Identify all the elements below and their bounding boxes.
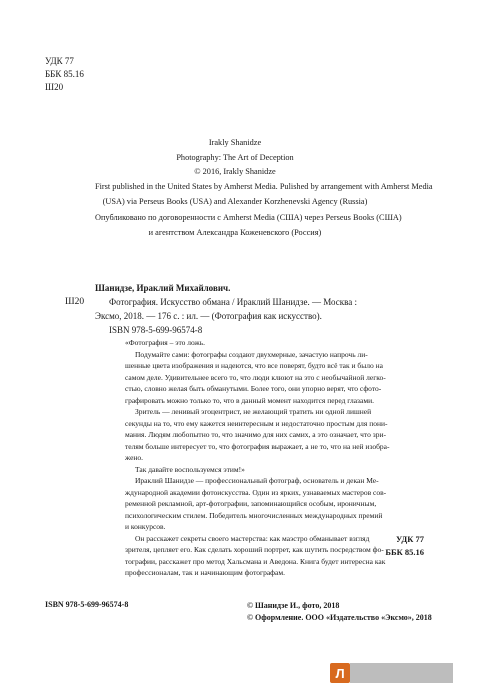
record-line-2: Эксмо, 2018. — 176 с. : ил. — (Фотография как искусство). — [95, 311, 322, 321]
publisher-logo-icon — [330, 663, 350, 683]
annotation-line: тографии, расскажет про метод Хальсмана и Аведона. Книга будет интересна как — [125, 556, 386, 566]
bottom-classification — [385, 533, 424, 559]
library-code: Ш20 — [65, 297, 85, 307]
annotation-line: и конкурсов. — [125, 522, 166, 531]
original-credits — [95, 136, 433, 210]
copyright-design: © Оформление. ООО «Издательство «Эксмо», 2018 — [247, 613, 432, 622]
annotation-line: Подумайте сами: фотографы создают двухмерные, зачастую напрочь ли- — [135, 349, 368, 359]
title-en: Photography: The Art of Deception — [176, 152, 294, 162]
annotation — [125, 337, 425, 579]
copyright-photo: © Шанидзе И., фото, 2018 — [247, 601, 340, 610]
bbk-code-bottom: ББК 85.16 — [385, 547, 424, 557]
first-published-line-2: (USA) via Perseus Books (USA) and Alexander Korzhenevski Agency (Russia) — [102, 196, 368, 206]
annotation-line: ременной рекламной, арт-фотографии, запоминающийся особым, ироничным, — [125, 499, 377, 508]
udk-code-bottom: УДК 77 — [395, 534, 424, 544]
classification-block — [45, 55, 84, 94]
first-published-line-1: First published in the United States by Amherst Media. Pulished by arrangement with Amherst Media — [95, 182, 433, 192]
brand-bar — [350, 663, 453, 683]
annotation-line: Зритель — ленивый эгоцентрист, не желающий тратить ни одной лишней — [135, 407, 372, 416]
author-en: Irakly Shanidze — [208, 138, 262, 147]
annotation-line: телям больше интересует то, что фотография выражает, а не то, что на ней изобра- — [125, 441, 390, 451]
annotation-line: профессионалам, так и начинающим фотографам. — [125, 568, 285, 577]
publication-agreement-ru — [95, 211, 402, 240]
logo-letter: Л — [335, 665, 345, 681]
publication-line-2: и агентством Александра Коженевского (Россия) — [148, 227, 322, 237]
footer-isbn: ISBN 978-5-699-96574-8 — [45, 600, 129, 609]
publication-line-1: Опубликовано по договоренности с Amherst Media (США) через Perseus Books (США) — [95, 213, 402, 222]
annotation-line: графировать можно только то, что в данный момент находится перед глазами. — [125, 395, 374, 405]
annotation-line: зрителя, цепляет его. Как сделать хороший портрет, как шутить посредством фо- — [125, 545, 384, 554]
annotation-line: секунды на то, что ему кажется неинтересным и недостаточно простым для пони- — [125, 418, 388, 428]
annotation-line: Так давайте воспользуемся этим!» — [135, 464, 245, 474]
library-record — [65, 281, 425, 337]
footer-copyrights — [247, 600, 432, 624]
record-isbn: ISBN 978-5-699-96574-8 — [109, 325, 203, 335]
annotation-line: Ираклий Шанидзе — профессиональный фотограф, основатель и декан Ме- — [135, 476, 379, 485]
annotation-line: жено. — [125, 453, 144, 462]
author-mark: Ш20 — [45, 82, 64, 92]
record-line-1: Фотография. Искусство обмана / Ираклий Шанидзе. — Москва : — [109, 297, 357, 307]
annotation-line: Он расскажет секреты своего мастерства: как маэстро обманывает взгляд — [135, 533, 370, 543]
annotation-line: самом деле. Удивительнее всего то, что люди клюют на это с необычайной легко- — [125, 372, 386, 382]
annotation-line: мания. Людям любопытно то, что значимо для них самих, а это означает, что зри- — [125, 430, 386, 439]
annotation-line: психологическим стилем. Победитель многочисленных международных премий — [125, 510, 383, 520]
annotation-line: ждународной академии фотоискусства. Один из ярких, узнаваемых мастеров сов- — [125, 487, 387, 497]
record-author: Шанидзе, Ираклий Михайлович. — [95, 283, 231, 293]
annotation-line: стью, словно желая быть обманутыми. Более того, они упорно верят, что сфото- — [125, 384, 382, 393]
copyright-en: © 2016, Irakly Shanidze — [194, 167, 276, 177]
annotation-line: шенные цвета изображения и надеются, что все поверят, будто всё так и было на — [125, 361, 383, 370]
bbk-code: ББК 85.16 — [45, 69, 84, 79]
udk-code: УДК 77 — [45, 56, 74, 66]
annotation-line: «Фотография – это ложь. — [125, 338, 206, 347]
